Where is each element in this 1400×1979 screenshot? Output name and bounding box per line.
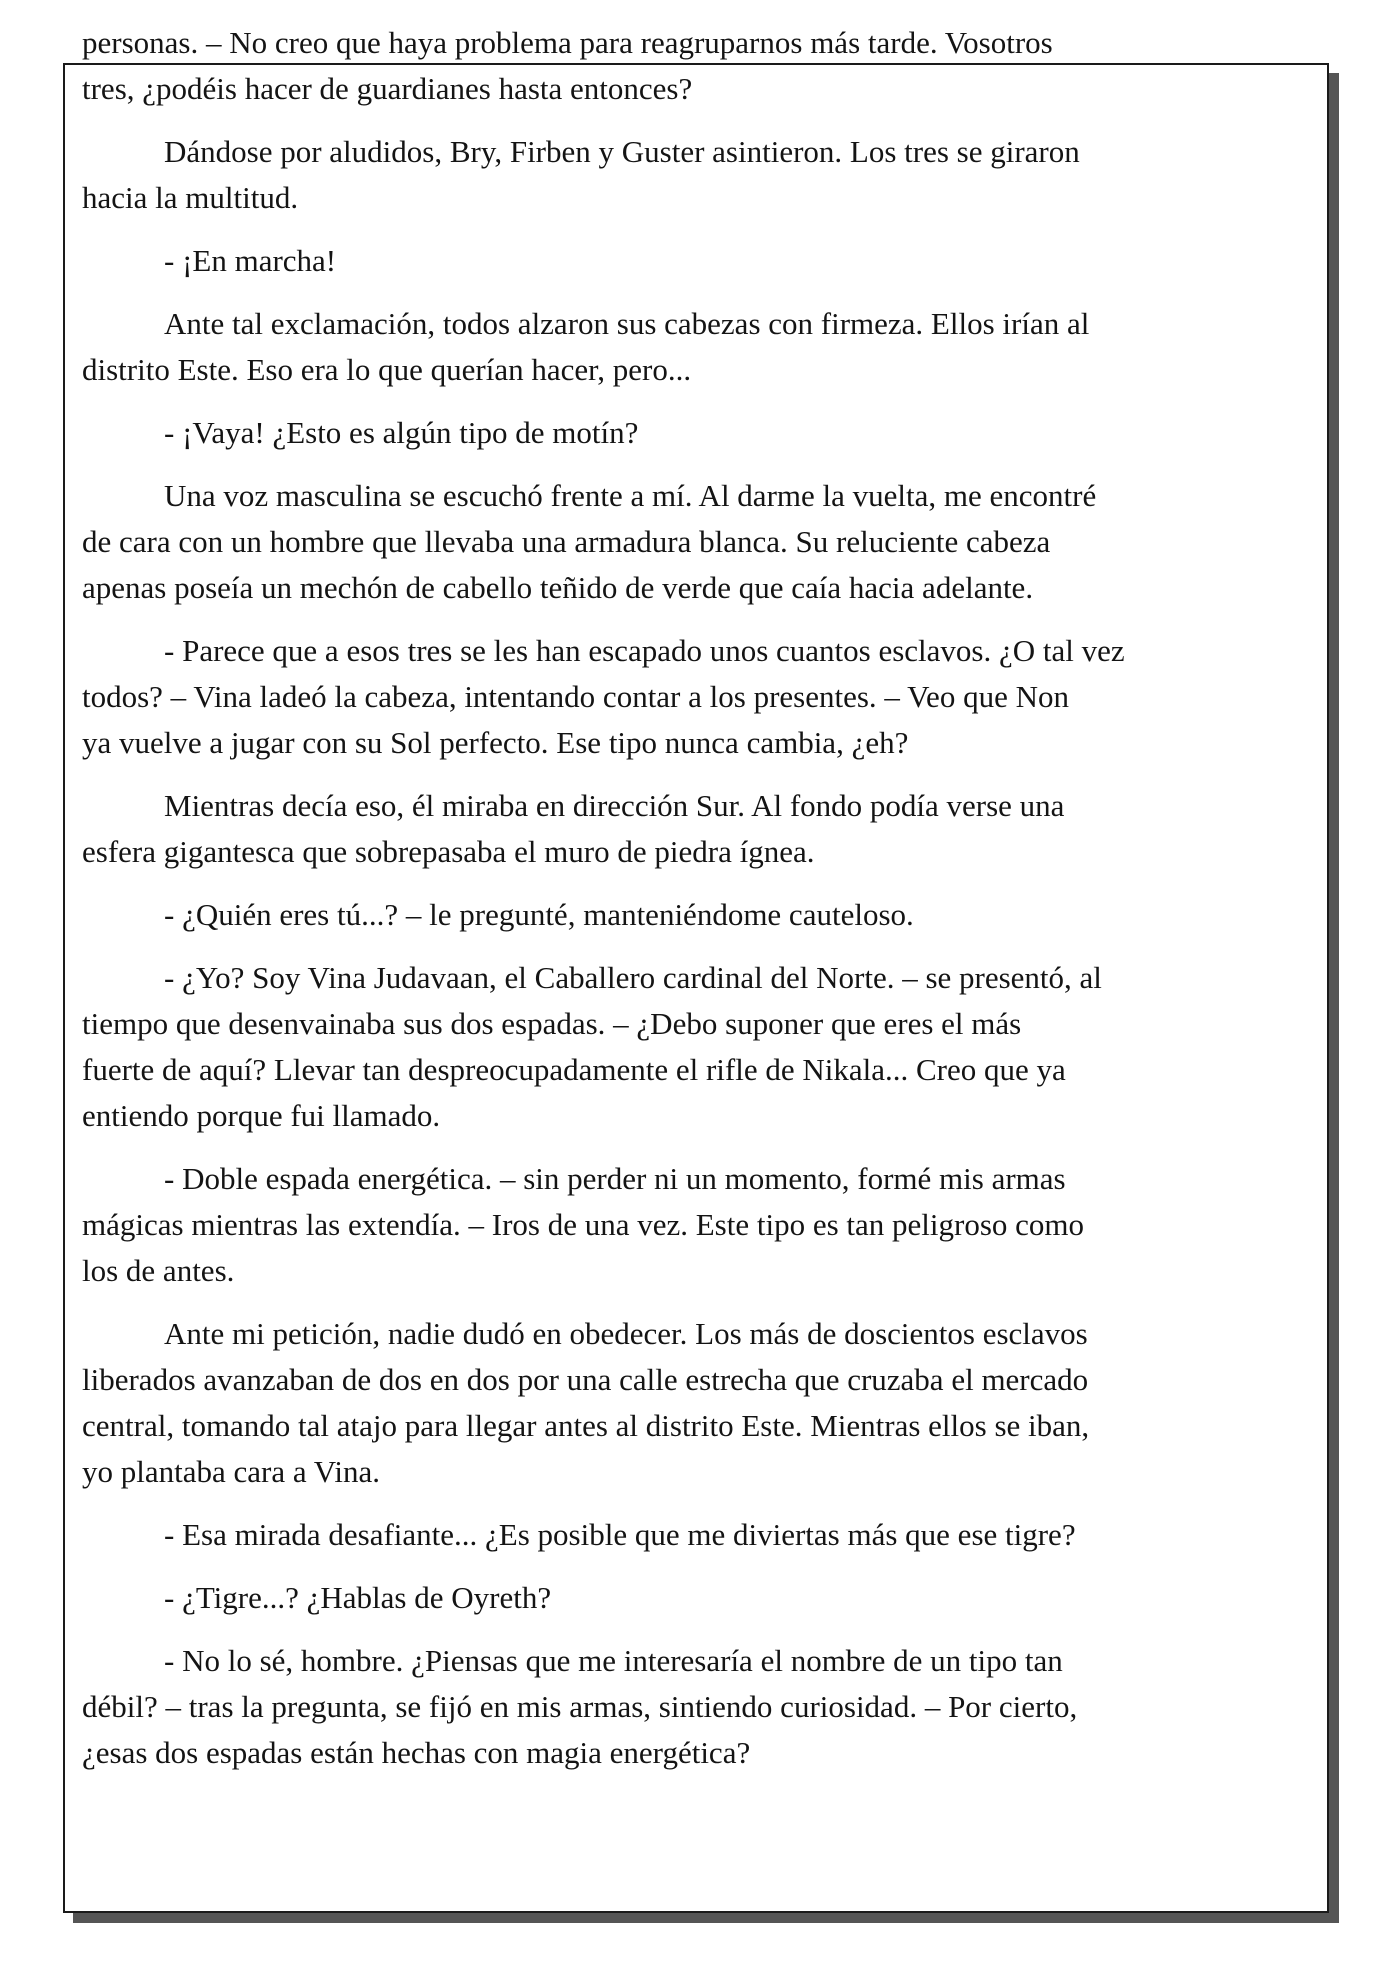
paragraph-7: - Parece que a esos tres se les han escapado unos cuantos esclavos. ¿O tal vez todos? – Vina ladeó la cabeza, intentando contar a los presentes. – Veo que Non ya vuelve a jugar con su Sol perfecto. Ese tipo nunca cambia, ¿eh? (82, 633, 1125, 760)
paragraph-6: Una voz masculina se escuchó frente a mí. Al darme la vuelta, me encontré de cara con un hombre que llevaba una armadura blanca. Su reluciente cabeza apenas poseía un mechón de cabello teñido de verde que caía hacia adelante. (82, 478, 1097, 605)
paragraph-12: Ante mi petición, nadie dudó en obedecer. Los más de doscientos esclavos liberados avanzaban de dos en dos por una calle estrecha que cruzaba el mercado central, tomando tal atajo para llegar antes al distrito Este. Mientras ellos se iban, yo plantaba cara a Vina. (82, 1316, 1090, 1489)
paragraph-11: - Doble espada energética. – sin perder ni un momento, formé mis armas mágicas mientras las extendía. – Iros de una vez. Este tipo es tan peligroso como los de antes. (82, 1161, 1085, 1288)
paragraph-14: - ¿Tigre...? ¿Hablas de Oyreth? (164, 1580, 552, 1615)
document-body (82, 20, 1272, 1793)
paragraph-1: personas. – No creo que haya problema para reagruparnos más tarde. Vosotros tres, ¿podéis hacer de guardianes hasta entonces? (82, 25, 1053, 106)
paragraph-3: - ¡En marcha! (164, 243, 337, 278)
paragraph-8: Mientras decía eso, él miraba en dirección Sur. Al fondo podía verse una esfera gigantesca que sobrepasaba el muro de piedra ígnea. (82, 788, 1065, 869)
paragraph-4: Ante tal exclamación, todos alzaron sus cabezas con firmeza. Ellos irían al distrito Este. Eso era lo que querían hacer, pero... (82, 306, 1090, 387)
paragraph-13: - Esa mirada desafiante... ¿Es posible que me diviertas más que ese tigre? (164, 1517, 1076, 1552)
paragraph-5: - ¡Vaya! ¿Esto es algún tipo de motín? (164, 415, 639, 450)
paragraph-9: - ¿Quién eres tú...? – le pregunté, manteniéndome cauteloso. (164, 897, 914, 932)
paragraph-15: - No lo sé, hombre. ¿Piensas que me interesaría el nombre de un tipo tan débil? – tras la pregunta, se fijó en mis armas, sintiendo curiosidad. – Por cierto, ¿esas dos espadas están hechas con magia energética? (82, 1643, 1078, 1770)
paragraph-2: Dándose por aludidos, Bry, Firben y Guster asintieron. Los tres se giraron hacia la multitud. (82, 134, 1080, 215)
paragraph-10: - ¿Yo? Soy Vina Judavaan, el Caballero cardinal del Norte. – se presentó, al tiempo que desenvainaba sus dos espadas. – ¿Debo suponer que eres el más fuerte de aquí? Llevar tan despreocupadamente el rifle de Nikala... Creo que ya entiendo porque fui llamado. (82, 960, 1102, 1133)
